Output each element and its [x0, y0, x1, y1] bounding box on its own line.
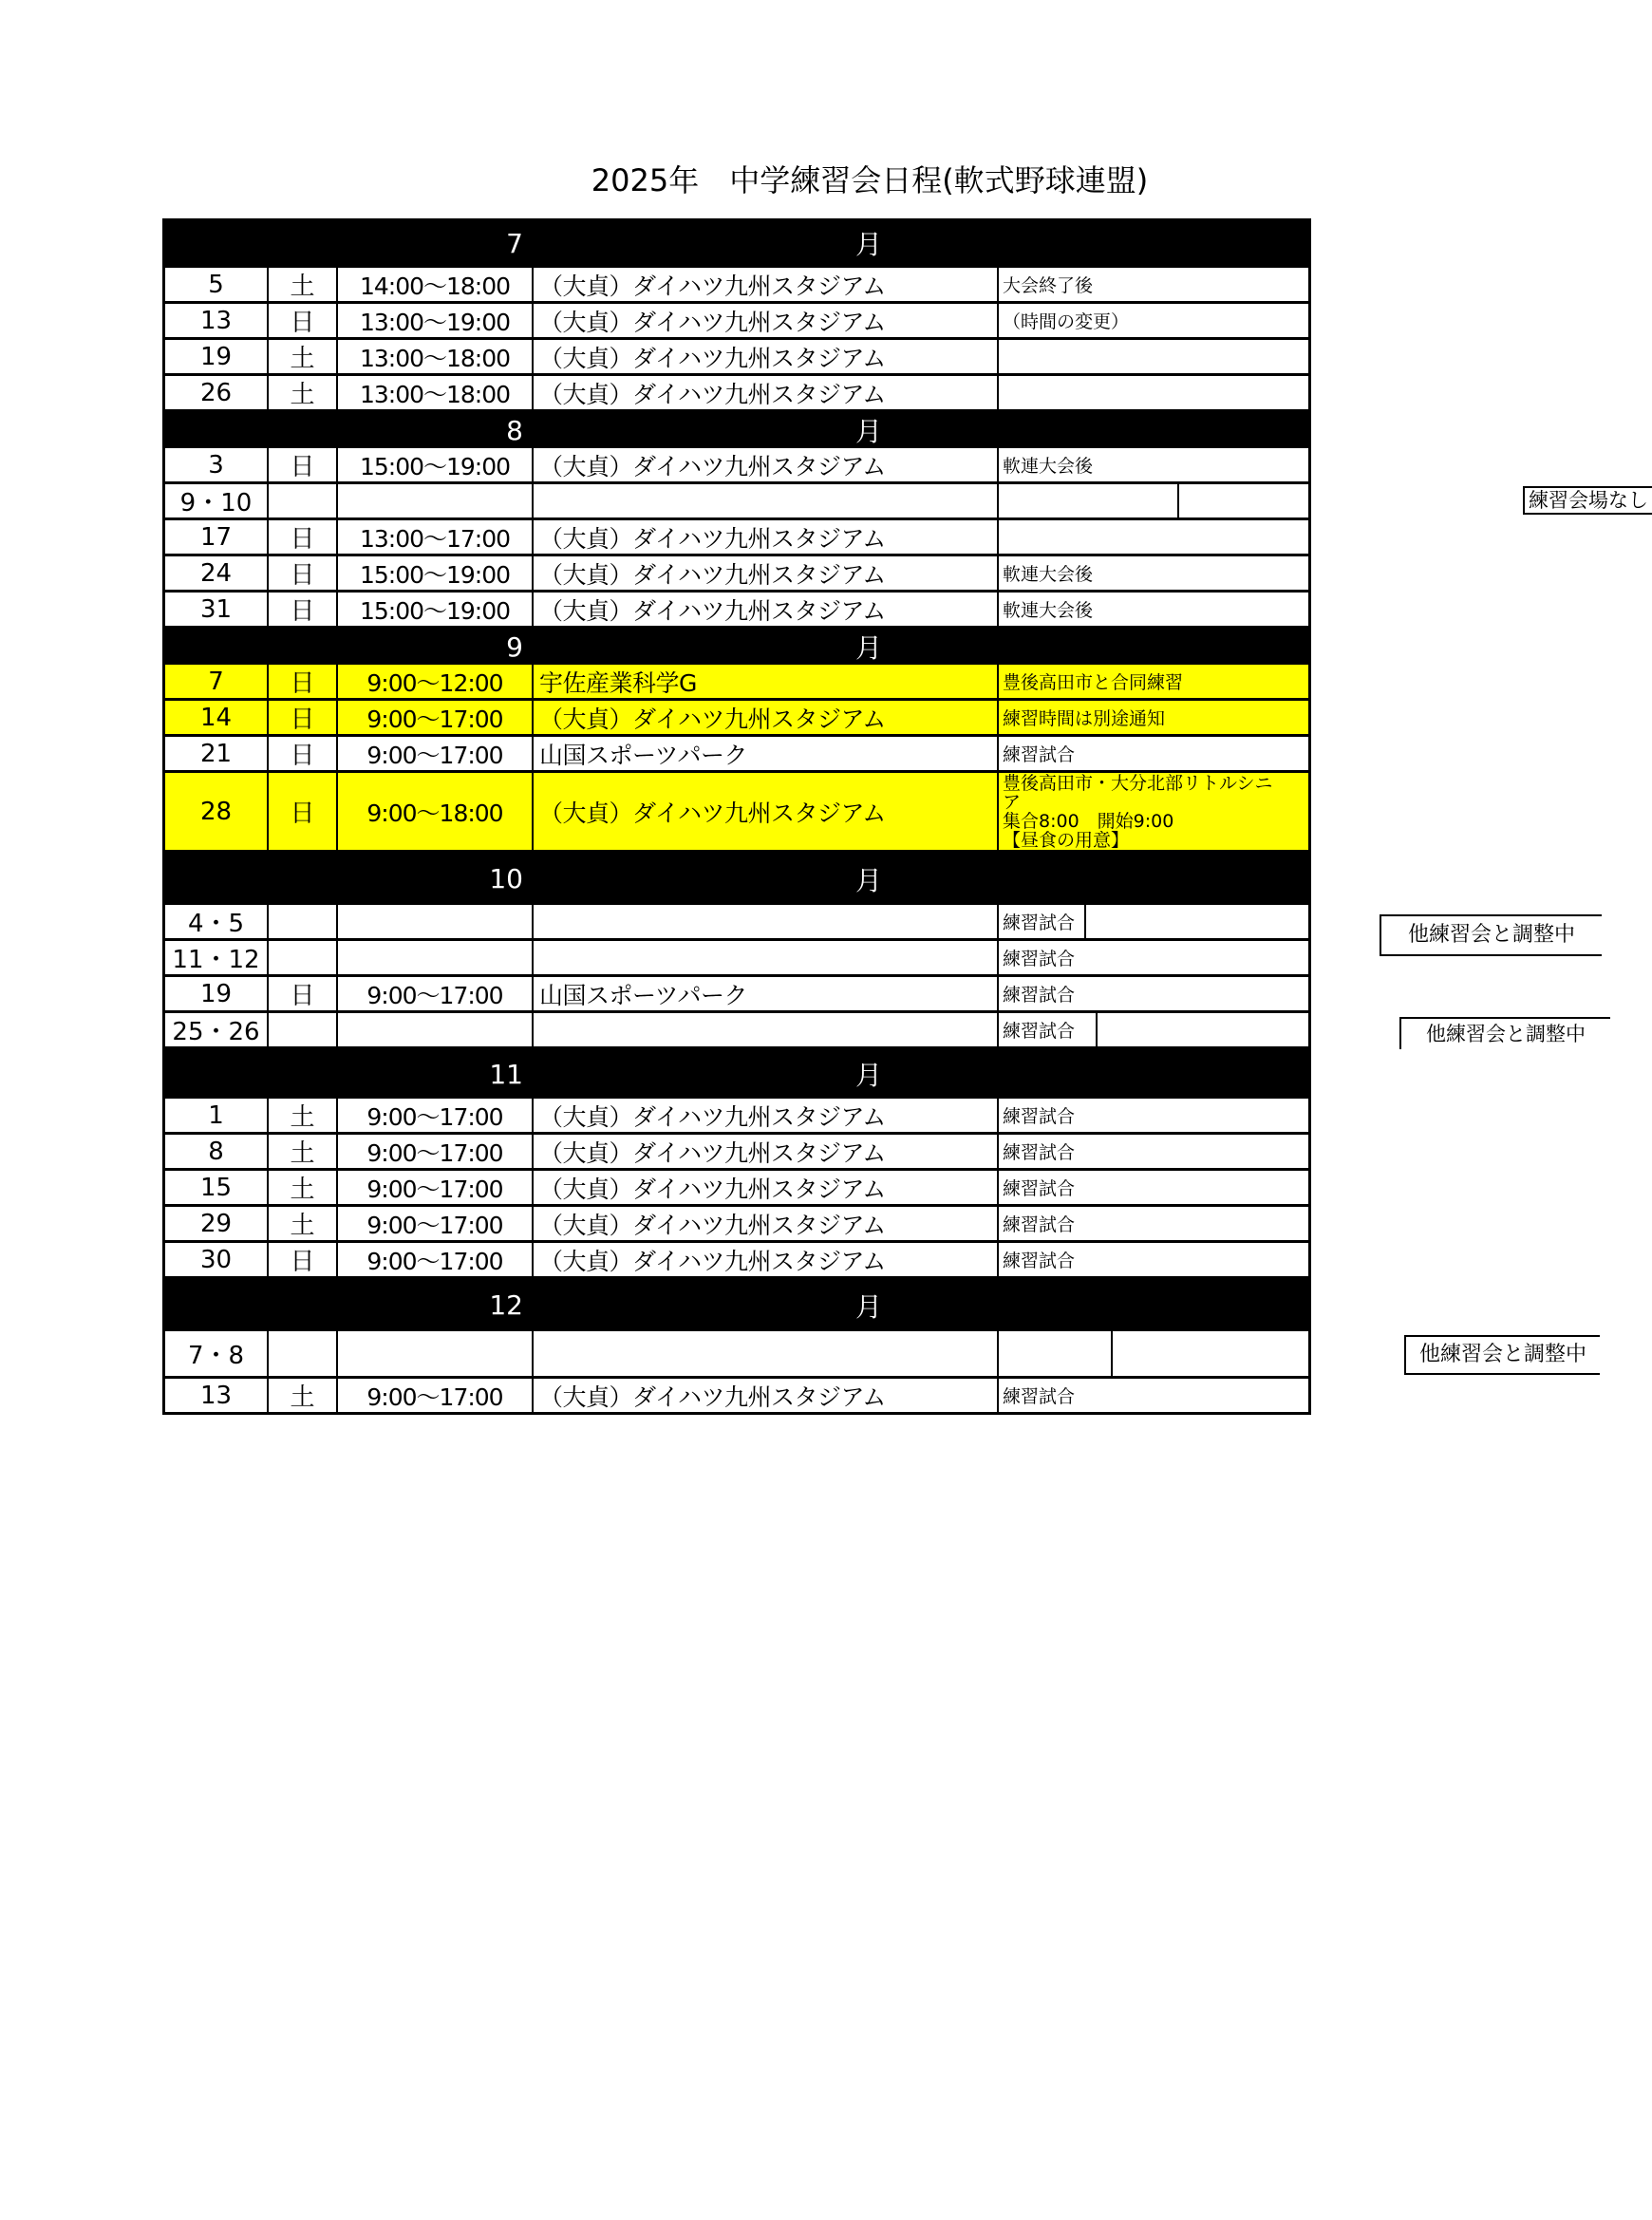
note-cell: （時間の変更） [1003, 311, 1130, 332]
status-label-box: 他練習会と調整中 [1404, 1335, 1600, 1375]
weekday-cell: 日 [269, 593, 338, 626]
date-cell: 8 [165, 1135, 269, 1168]
time-cell: 13:00～18:00 [338, 340, 534, 373]
schedule-row [162, 304, 1311, 340]
date-cell: 7 [165, 665, 269, 698]
time-cell [338, 905, 534, 938]
weekday-cell: 日 [269, 977, 338, 1010]
time-cell: 9:00～17:00 [338, 1171, 534, 1204]
note-cell: 練習試合 [999, 1013, 1098, 1046]
note-cell [999, 773, 1308, 850]
venue-cell: 山国スポーツパーク [534, 977, 999, 1010]
weekday-cell: 土 [269, 340, 338, 373]
month-label: 月 [854, 416, 882, 447]
schedule-row [162, 905, 1575, 947]
time-cell [338, 1331, 534, 1376]
schedule-row [162, 340, 1311, 376]
note-cell: 練習試合 [1003, 1142, 1076, 1163]
venue-cell: （大貞）ダイハツ九州スタジアム [534, 1171, 999, 1204]
document-title: 2025年 中学練習会日程(軟式野球連盟) [591, 162, 1149, 198]
month-header-11 [162, 1049, 1311, 1099]
date-cell: 14 [165, 701, 269, 734]
note-cell: 軟連大会後 [1003, 456, 1094, 477]
note-cell: 大会終了後 [1003, 275, 1094, 296]
schedule-row [162, 1243, 1311, 1279]
note-cell: 軟連大会後 [1003, 564, 1094, 585]
month-label: 月 [854, 864, 882, 896]
schedule-row [162, 556, 1311, 593]
note-cell [999, 340, 1308, 373]
schedule-row [162, 1013, 1586, 1049]
weekday-cell: 日 [269, 773, 338, 850]
venue-cell: 山国スポーツパーク [534, 737, 999, 770]
note-cell: 練習試合 [1003, 1251, 1076, 1271]
venue-cell: 宇佐産業科学G [534, 665, 999, 698]
venue-cell: （大貞）ダイハツ九州スタジアム [534, 556, 999, 590]
date-cell: 17 [165, 520, 269, 554]
date-cell: 4・5 [165, 905, 269, 938]
status-label-box: 他練習会と調整中 [1380, 914, 1602, 956]
schedule-row [162, 1135, 1311, 1171]
month-header-12 [162, 1279, 1311, 1331]
date-cell: 21 [165, 737, 269, 770]
venue-cell: （大貞）ダイハツ九州スタジアム [534, 1135, 999, 1168]
venue-cell: （大貞）ダイハツ九州スタジアム [534, 520, 999, 554]
venue-cell: （大貞）ダイハツ九州スタジアム [534, 1207, 999, 1240]
month-header-8 [162, 412, 1311, 448]
month-number: 11 [489, 1058, 523, 1090]
weekday-cell [269, 484, 338, 517]
venue-cell [534, 1331, 999, 1376]
note-line: 【昼食の用意】 [1003, 829, 1130, 851]
venue-cell: （大貞）ダイハツ九州スタジアム [534, 448, 999, 481]
date-cell: 13 [165, 1379, 269, 1412]
weekday-cell: 土 [269, 268, 338, 301]
note-cell: 練習試合 [1003, 1214, 1076, 1235]
month-header-7 [162, 218, 1311, 268]
note-cell: 練習試合 [1003, 744, 1076, 765]
time-cell [338, 1013, 534, 1046]
weekday-cell: 日 [269, 665, 338, 698]
time-cell: 15:00～19:00 [338, 448, 534, 481]
venue-cell: （大貞）ダイハツ九州スタジアム [534, 340, 999, 373]
venue-cell [534, 484, 999, 517]
time-cell [338, 484, 534, 517]
schedule-row [162, 977, 1311, 1013]
weekday-cell: 日 [269, 448, 338, 481]
time-cell: 13:00～18:00 [338, 376, 534, 409]
weekday-cell: 日 [269, 556, 338, 590]
month-number: 9 [506, 630, 523, 663]
date-cell: 1 [165, 1099, 269, 1132]
venue-cell: （大貞）ダイハツ九州スタジアム [534, 1099, 999, 1132]
status-label-box: 他練習会と調整中 [1399, 1017, 1610, 1049]
month-label: 月 [854, 1060, 882, 1091]
venue-cell [534, 941, 999, 974]
weekday-cell [269, 941, 338, 974]
note-cell: 練習試合 [1003, 1386, 1076, 1407]
time-cell: 9:00～17:00 [338, 737, 534, 770]
schedule-row [162, 1379, 1311, 1415]
schedule-row [162, 701, 1311, 737]
weekday-cell: 土 [269, 1207, 338, 1240]
date-cell: 19 [165, 977, 269, 1010]
note-line: 集合8:00 開始9:00 [1003, 810, 1174, 832]
weekday-cell [269, 1013, 338, 1046]
weekday-cell: 日 [269, 304, 338, 337]
month-label: 月 [854, 632, 882, 664]
date-cell: 15 [165, 1171, 269, 1204]
note-cell: 練習試合 [1003, 1178, 1076, 1199]
date-cell: 7・8 [165, 1331, 269, 1376]
time-cell: 9:00～17:00 [338, 701, 534, 734]
month-number: 7 [506, 227, 523, 259]
weekday-cell: 日 [269, 1243, 338, 1276]
note-cell: 練習試合 [1003, 949, 1076, 969]
venue-cell: （大貞）ダイハツ九州スタジアム [534, 593, 999, 626]
venue-cell: （大貞）ダイハツ九州スタジアム [534, 304, 999, 337]
schedule-row [162, 665, 1311, 701]
venue-cell: （大貞）ダイハツ九州スタジアム [534, 376, 999, 409]
venue-cell: （大貞）ダイハツ九州スタジアム [534, 701, 999, 734]
status-label-box: 練習会場なし [1523, 486, 1652, 515]
schedule-row [162, 484, 1648, 520]
schedule-row [162, 268, 1311, 304]
schedule-row [162, 1331, 1586, 1379]
weekday-cell: 日 [269, 737, 338, 770]
date-cell: 26 [165, 376, 269, 409]
date-cell: 25・26 [165, 1013, 269, 1046]
month-header-9 [162, 629, 1311, 665]
venue-cell: （大貞）ダイハツ九州スタジアム [534, 1379, 999, 1412]
note-cell [999, 1331, 1113, 1376]
time-cell: 15:00～19:00 [338, 556, 534, 590]
month-label: 月 [854, 1290, 882, 1323]
time-cell: 9:00～17:00 [338, 1379, 534, 1412]
weekday-cell: 土 [269, 1135, 338, 1168]
weekday-cell: 土 [269, 1379, 338, 1412]
schedule-row [162, 376, 1311, 412]
date-cell: 28 [165, 773, 269, 850]
month-label: 月 [854, 229, 882, 260]
date-cell: 11・12 [165, 941, 269, 974]
time-cell: 9:00～12:00 [338, 665, 534, 698]
weekday-cell: 日 [269, 520, 338, 554]
date-cell: 13 [165, 304, 269, 337]
month-number: 10 [489, 863, 523, 894]
weekday-cell: 日 [269, 701, 338, 734]
date-cell: 5 [165, 268, 269, 301]
note-cell [999, 376, 1308, 409]
date-cell: 24 [165, 556, 269, 590]
time-cell: 9:00～17:00 [338, 1099, 534, 1132]
note-cell: 練習試合 [999, 905, 1086, 938]
schedule-row [162, 773, 1311, 853]
schedule-table [162, 218, 1648, 1415]
time-cell: 13:00～19:00 [338, 304, 534, 337]
weekday-cell: 土 [269, 1099, 338, 1132]
date-cell: 29 [165, 1207, 269, 1240]
note-cell: 軟連大会後 [1003, 600, 1094, 621]
date-cell: 30 [165, 1243, 269, 1276]
time-cell: 14:00～18:00 [338, 268, 534, 301]
note-cell: 練習試合 [1003, 985, 1076, 1006]
time-cell: 9:00～17:00 [338, 977, 534, 1010]
schedule-row [162, 1171, 1311, 1207]
note-cell: 練習試合 [1003, 1106, 1076, 1127]
note-cell: 練習時間は別途通知 [1003, 708, 1166, 729]
note-cell: 豊後高田市と合同練習 [1003, 672, 1184, 693]
note-line: ア [1003, 791, 1022, 813]
schedule-row [162, 1207, 1311, 1243]
month-number: 8 [506, 414, 523, 446]
month-header-10 [162, 853, 1311, 905]
time-cell: 13:00～17:00 [338, 520, 534, 554]
date-cell: 31 [165, 593, 269, 626]
time-cell [338, 941, 534, 974]
venue-cell: （大貞）ダイハツ九州スタジアム [534, 268, 999, 301]
date-cell: 19 [165, 340, 269, 373]
weekday-cell [269, 1331, 338, 1376]
schedule-row [162, 593, 1311, 629]
note-cell [999, 520, 1308, 554]
weekday-cell: 土 [269, 1171, 338, 1204]
schedule-row [162, 1099, 1311, 1135]
note-line: 豊後高田市・大分北部リトルシニ [1003, 772, 1273, 794]
weekday-cell: 土 [269, 376, 338, 409]
schedule-row [162, 941, 1311, 977]
venue-cell [534, 1013, 999, 1046]
note-cell [999, 484, 1179, 517]
time-cell: 9:00～17:00 [338, 1207, 534, 1240]
date-cell: 3 [165, 448, 269, 481]
weekday-cell [269, 905, 338, 938]
schedule-row [162, 737, 1311, 773]
schedule-row [162, 520, 1311, 556]
venue-cell: （大貞）ダイハツ九州スタジアム [534, 1243, 999, 1276]
time-cell: 15:00～19:00 [338, 593, 534, 626]
schedule-row [162, 448, 1311, 484]
time-cell: 9:00～18:00 [338, 773, 534, 850]
date-cell: 9・10 [165, 484, 269, 517]
time-cell: 9:00～17:00 [338, 1243, 534, 1276]
venue-cell: （大貞）ダイハツ九州スタジアム [534, 773, 999, 850]
time-cell: 9:00～17:00 [338, 1135, 534, 1168]
venue-cell [534, 905, 999, 938]
month-number: 12 [489, 1289, 523, 1321]
